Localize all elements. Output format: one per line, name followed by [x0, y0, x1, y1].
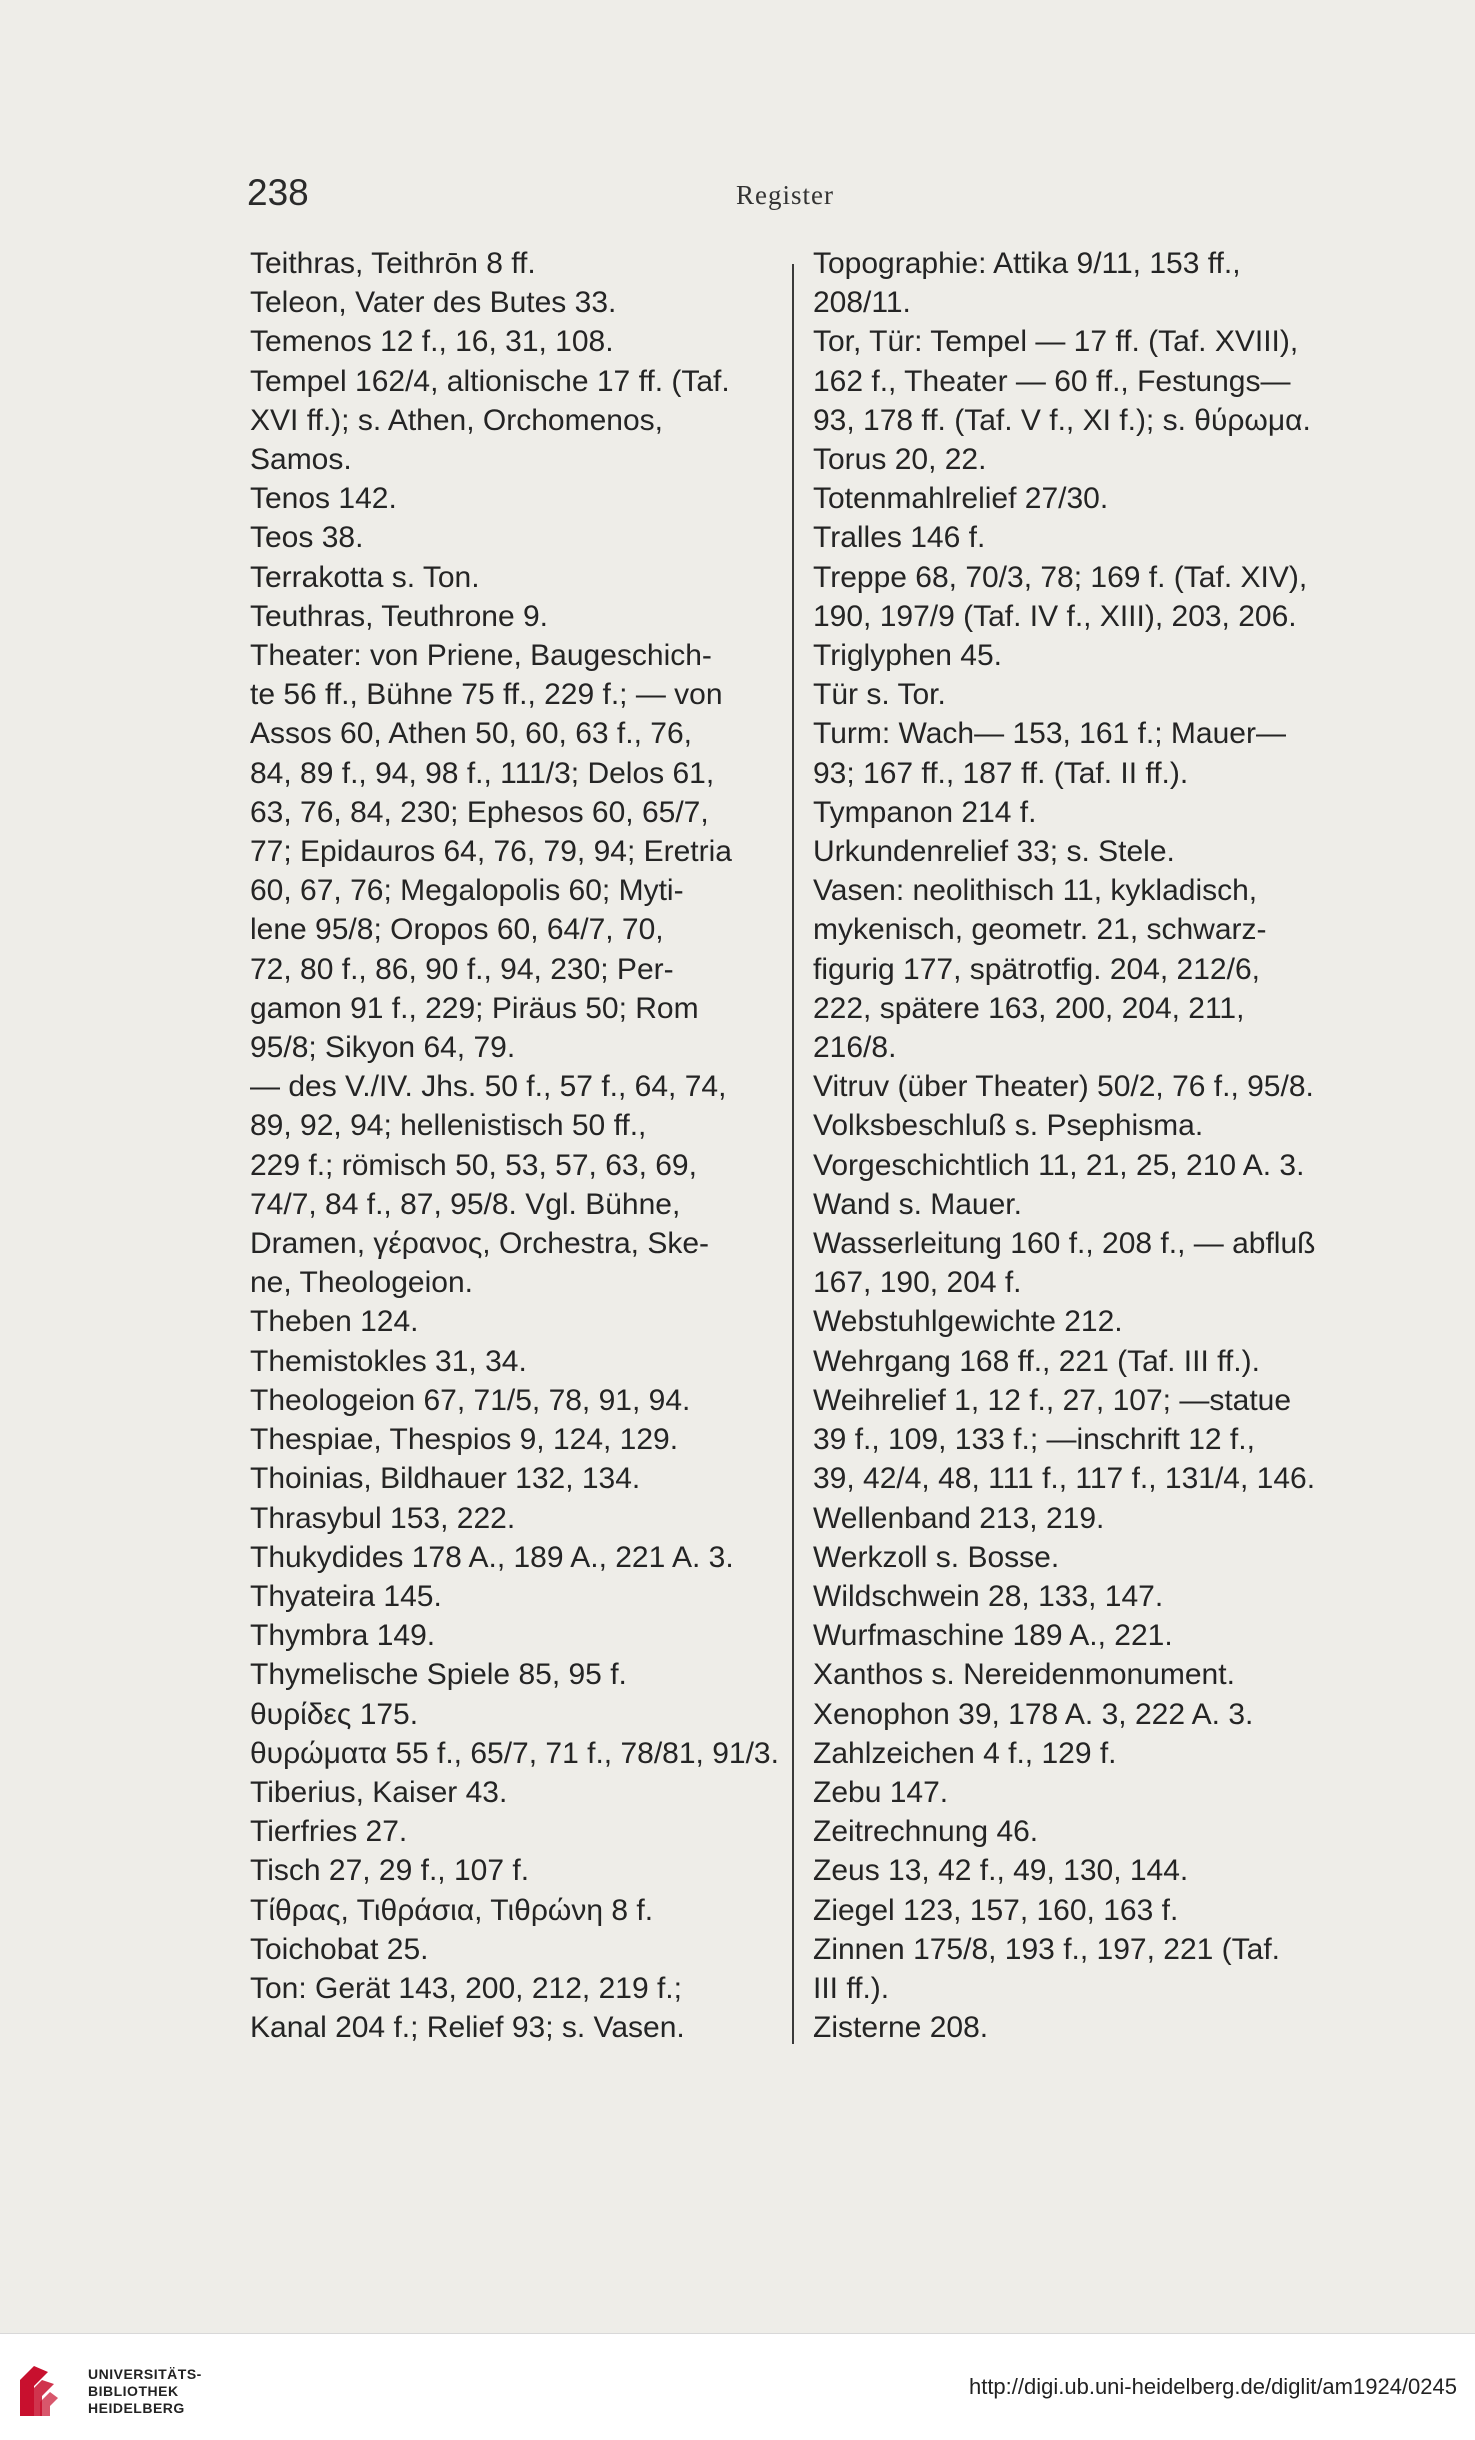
- index-entry: [250, 1891, 778, 1930]
- index-entry-line: Kanal 204 f.; Relief 93; s. Vasen.: [250, 2011, 685, 2045]
- index-entry-line: mykenisch, geometr. 21, schwarz-: [813, 913, 1267, 947]
- index-entry-line: Urkundenrelief 33; s. Stele.: [813, 835, 1175, 869]
- index-entry: [250, 1538, 778, 1577]
- index-entry: [813, 2008, 1353, 2047]
- index-entry-line: XVI ff.); s. Athen, Orchomenos,: [250, 403, 663, 437]
- viewer-footer: [0, 2333, 1475, 2440]
- index-entry-line: Thrasybul 153, 222.: [250, 1501, 516, 1535]
- index-entry-line: Zisterne 208.: [813, 2011, 989, 2045]
- index-entry-line: Theater: von Priene, Baugeschich-: [250, 639, 712, 673]
- index-entry: [250, 518, 778, 557]
- index-entry-line: Thespiae, Thespios 9, 124, 129.: [250, 1423, 679, 1457]
- index-entry-line: Tiberius, Kaiser 43.: [250, 1775, 508, 1809]
- index-entry-line: Zinnen 175/8, 193 f., 197, 221 (Taf.: [813, 1932, 1280, 1966]
- index-entry: [813, 871, 1353, 1067]
- index-entry-line: 229 f.; römisch 50, 53, 57, 63, 69,: [250, 1148, 697, 1182]
- index-entry: [813, 1342, 1353, 1381]
- index-entry: [813, 1538, 1353, 1577]
- index-entry-line: 84, 89 f., 94, 98 f., 111/3; Delos 61,: [250, 756, 715, 790]
- index-entry: [813, 1302, 1353, 1341]
- index-entry-line: Tympanon 214 f.: [813, 795, 1037, 829]
- index-entry: [813, 1891, 1353, 1930]
- index-entry-line: Turm: Wach— 153, 161 f.; Mauer—: [813, 717, 1286, 751]
- index-entry-line: Werkzoll s. Bosse.: [813, 1540, 1060, 1574]
- index-entry-line: Volksbeschluß s. Psephisma.: [813, 1109, 1204, 1143]
- index-entry-line: 60, 67, 76; Megalopolis 60; Myti-: [250, 874, 684, 908]
- index-entry: [813, 793, 1353, 832]
- index-entry: [813, 675, 1353, 714]
- index-entry-line: Xanthos s. Nereidenmonument.: [813, 1658, 1235, 1692]
- index-entry-line: Theologeion 67, 71/5, 78, 91, 94.: [250, 1383, 691, 1417]
- index-entry-line: 93, 178 ff. (Taf. V f., XI f.); s. θύρωμα.: [813, 403, 1311, 437]
- index-entry-line: Torus 20, 22.: [813, 443, 987, 477]
- index-entry-line: Weihrelief 1, 12 f., 27, 107; —statue: [813, 1383, 1292, 1417]
- index-entry-line: Topographie: Attika 9/11, 153 ff.,: [813, 247, 1241, 280]
- index-entry-line: 95/8; Sikyon 64, 79.: [250, 1031, 516, 1065]
- index-entry: [813, 1734, 1353, 1773]
- index-entry: [813, 1185, 1353, 1224]
- index-entry: [250, 1655, 778, 1694]
- index-entry: [250, 1734, 778, 1773]
- index-column-right: [813, 244, 1353, 2047]
- index-entry: [813, 1381, 1353, 1499]
- index-entry-line: Terrakotta s. Ton.: [250, 560, 480, 594]
- index-entry: [813, 322, 1353, 440]
- library-name[interactable]: [88, 2366, 202, 2417]
- index-entry: [813, 440, 1353, 479]
- index-entry: [813, 1146, 1353, 1185]
- index-entry-line: Dramen, γέρανος, Orchestra, Ske-: [250, 1227, 710, 1261]
- index-entry-line: Teithras, Teithrōn 8 ff.: [250, 247, 536, 280]
- index-entry: [250, 1773, 778, 1812]
- index-entry-line: 162 f., Theater — 60 ff., Festungs—: [813, 364, 1291, 398]
- index-entry-line: Wellenband 213, 219.: [813, 1501, 1105, 1535]
- index-entry-line: Assos 60, Athen 50, 60, 63 f., 76,: [250, 717, 692, 751]
- index-entry-line: Wehrgang 168 ff., 221 (Taf. III ff.).: [813, 1344, 1260, 1378]
- index-entry-line: 216/8.: [813, 1031, 897, 1065]
- index-entry: [813, 636, 1353, 675]
- index-entry-line: Wildschwein 28, 133, 147.: [813, 1579, 1164, 1613]
- index-entry-line: 39 f., 109, 133 f.; —inschrift 12 f.,: [813, 1423, 1255, 1457]
- library-line: BIBLIOTHEK: [88, 2383, 179, 2399]
- library-line: UNIVERSITÄTS-: [88, 2366, 202, 2382]
- index-entry-line: 208/11.: [813, 286, 911, 320]
- index-entry-line: Thymbra 149.: [250, 1619, 436, 1653]
- index-entry-line: Vitruv (über Theater) 50/2, 76 f., 95/8.: [813, 1070, 1314, 1104]
- index-entry: [813, 1067, 1353, 1106]
- index-entry: [813, 1851, 1353, 1890]
- index-entry-line: Theben 124.: [250, 1305, 419, 1339]
- index-entry: [813, 832, 1353, 871]
- index-entry: [250, 1067, 778, 1302]
- index-entry: [813, 1616, 1353, 1655]
- index-entry: [250, 244, 778, 283]
- index-entry-line: Tisch 27, 29 f., 107 f.: [250, 1854, 530, 1888]
- ub-heidelberg-logo-icon[interactable]: [14, 2360, 76, 2422]
- index-entry: [250, 362, 778, 480]
- index-entry: [250, 558, 778, 597]
- index-entry-line: Tenos 142.: [250, 482, 397, 516]
- index-entry: [813, 1655, 1353, 1694]
- index-entry-line: Samos.: [250, 443, 352, 477]
- index-entry-line: Zeitrechnung 46.: [813, 1815, 1039, 1849]
- index-entry-line: 190, 197/9 (Taf. IV f., XIII), 203, 206.: [813, 599, 1297, 633]
- index-entry: [250, 1459, 778, 1498]
- index-entry-line: Ziegel 123, 157, 160, 163 f.: [813, 1893, 1179, 1927]
- index-entry-line: — des V./IV. Jhs. 50 f., 57 f., 64, 74,: [250, 1070, 727, 1104]
- index-entry: [250, 1969, 778, 2047]
- index-entry-line: III ff.).: [813, 1971, 890, 2005]
- index-entry-line: Vorgeschichtlich 11, 21, 25, 210 A. 3.: [813, 1148, 1305, 1182]
- index-entry-line: Themistokles 31, 34.: [250, 1344, 527, 1378]
- index-entry-line: 167, 190, 204 f.: [813, 1266, 1022, 1300]
- index-entry-line: Tempel 162/4, altionische 17 ff. (Taf.: [250, 364, 730, 398]
- index-entry: [250, 636, 778, 1067]
- index-entry-line: Teuthras, Teuthrone 9.: [250, 599, 548, 633]
- index-entry-line: Tierfries 27.: [250, 1815, 408, 1849]
- index-entry: [813, 558, 1353, 636]
- index-entry-line: Zeus 13, 42 f., 49, 130, 144.: [813, 1854, 1189, 1888]
- index-entry-line: Teleon, Vater des Butes 33.: [250, 286, 617, 320]
- index-entry-line: Zahlzeichen 4 f., 129 f.: [813, 1736, 1117, 1770]
- index-entry: [813, 1224, 1353, 1302]
- index-entry-line: Wand s. Mauer.: [813, 1187, 1022, 1221]
- index-entry: [250, 283, 778, 322]
- running-head: Register: [736, 180, 834, 210]
- index-entry-line: 222, spätere 163, 200, 204, 211,: [813, 991, 1245, 1025]
- index-entry: [250, 1930, 778, 1969]
- index-entry: [813, 714, 1353, 792]
- index-entry: [250, 322, 778, 361]
- index-entry-line: Wurfmaschine 189 A., 221.: [813, 1619, 1173, 1653]
- index-entry-line: gamon 91 f., 229; Piräus 50; Rom: [250, 991, 699, 1025]
- index-entry: [250, 1695, 778, 1734]
- index-entry-line: Thukydides 178 A., 189 A., 221 A. 3.: [250, 1540, 734, 1574]
- index-entry-line: 72, 80 f., 86, 90 f., 94, 230; Per-: [250, 952, 674, 986]
- index-entry: [250, 1381, 778, 1420]
- index-entry-line: Ton: Gerät 143, 200, 212, 219 f.;: [250, 1971, 682, 2005]
- index-entry-line: 93; 167 ff., 187 ff. (Taf. II ff.).: [813, 756, 1189, 790]
- index-entry: [250, 1577, 778, 1616]
- index-entry: [250, 597, 778, 636]
- index-entry-line: Tralles 146 f.: [813, 521, 986, 555]
- index-entry-line: Zebu 147.: [813, 1775, 949, 1809]
- index-entry: [813, 244, 1353, 322]
- index-entry: [813, 518, 1353, 557]
- index-entry-line: 89, 92, 94; hellenistisch 50 ff.,: [250, 1109, 647, 1143]
- library-line: HEIDELBERG: [88, 2400, 185, 2416]
- index-entry-line: lene 95/8; Oropos 60, 64/7, 70,: [250, 913, 664, 947]
- column-divider: [792, 264, 794, 2044]
- index-entry: [813, 1812, 1353, 1851]
- index-entry: [813, 1695, 1353, 1734]
- index-entry: [813, 479, 1353, 518]
- index-entry-line: Tür s. Tor.: [813, 678, 946, 712]
- index-entry-line: Treppe 68, 70/3, 78; 169 f. (Taf. XIV),: [813, 560, 1308, 594]
- index-entry-line: Τίθρας, Τιθράσια, Τιθρώνη 8 f.: [250, 1893, 654, 1927]
- index-entry-line: te 56 ff., Bühne 75 ff., 229 f.; — von: [250, 678, 723, 712]
- index-entry: [813, 1499, 1353, 1538]
- index-entry-line: ne, Theologeion.: [250, 1266, 473, 1300]
- index-entry-line: Temenos 12 f., 16, 31, 108.: [250, 325, 614, 359]
- index-entry: [250, 1302, 778, 1341]
- index-entry: [250, 1616, 778, 1655]
- permalink-url[interactable]: http://digi.ub.uni-heidelberg.de/diglit/am1924/0245: [968, 2374, 1457, 2399]
- index-entry-line: θυρίδες 175.: [250, 1697, 419, 1731]
- index-entry-line: Thyateira 145.: [250, 1579, 442, 1613]
- index-entry: [250, 1342, 778, 1381]
- index-entry: [250, 1420, 778, 1459]
- index-entry: [813, 1773, 1353, 1812]
- index-entry-line: Xenophon 39, 178 A. 3, 222 A. 3.: [813, 1697, 1254, 1731]
- index-column-left: [250, 244, 778, 2047]
- index-entry-line: Totenmahlrelief 27/30.: [813, 482, 1109, 516]
- index-entry-line: Webstuhlgewichte 212.: [813, 1305, 1123, 1339]
- index-entry-line: Teos 38.: [250, 521, 364, 555]
- index-entry-line: figurig 177, spätrotfig. 204, 212/6,: [813, 952, 1260, 986]
- index-entry-line: Vasen: neolithisch 11, kykladisch,: [813, 874, 1258, 908]
- index-entry-line: 39, 42/4, 48, 111 f., 117 f., 131/4, 146.: [813, 1462, 1316, 1496]
- index-entry-line: Thymelische Spiele 85, 95 f.: [250, 1658, 627, 1692]
- index-entry: [250, 479, 778, 518]
- index-entry: [813, 1930, 1353, 2008]
- index-entry-line: 74/7, 84 f., 87, 95/8. Vgl. Bühne,: [250, 1187, 681, 1221]
- index-entry: [250, 1812, 778, 1851]
- index-entry: [813, 1577, 1353, 1616]
- index-entry: [250, 1499, 778, 1538]
- index-entry-line: Thoinias, Bildhauer 132, 134.: [250, 1462, 641, 1496]
- index-entry: [250, 1851, 778, 1890]
- index-entry-line: Triglyphen 45.: [813, 639, 1002, 673]
- index-entry-line: 77; Epidauros 64, 76, 79, 94; Eretria: [250, 835, 732, 869]
- index-entry-line: Toichobat 25.: [250, 1932, 429, 1966]
- index-entry-line: θυρώματα 55 f., 65/7, 71 f., 78/81, 91/3.: [250, 1736, 779, 1770]
- index-entry: [813, 1106, 1353, 1145]
- index-entry-line: 63, 76, 84, 230; Ephesos 60, 65/7,: [250, 795, 709, 829]
- index-entry-line: Tor, Tür: Tempel — 17 ff. (Taf. XVIII),: [813, 325, 1299, 359]
- page-number: 238: [247, 172, 309, 213]
- index-entry-line: Wasserleitung 160 f., 208 f., — abfluß: [813, 1227, 1316, 1261]
